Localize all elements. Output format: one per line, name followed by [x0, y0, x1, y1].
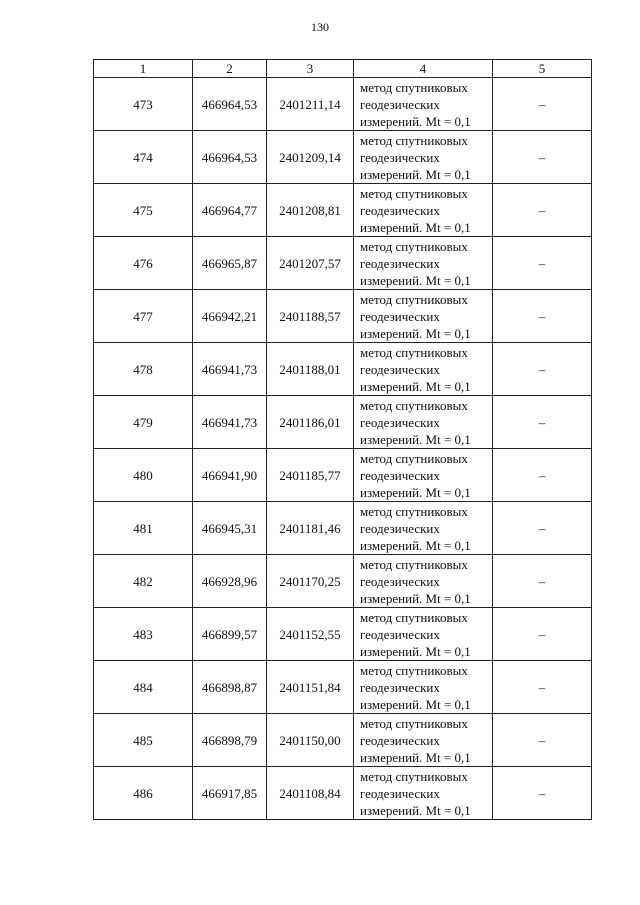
page-number: 130: [311, 20, 329, 34]
method-cell: [354, 714, 493, 767]
table-row: [94, 396, 592, 449]
note-cell: –: [493, 555, 592, 608]
table-row: [94, 290, 592, 343]
y-coordinate-cell: 2401108,84: [267, 767, 354, 820]
method-cell: [354, 396, 493, 449]
method-text-line: геодезических: [360, 626, 440, 642]
table-row: [94, 714, 592, 767]
y-coordinate-cell: 2401186,01: [267, 396, 354, 449]
point-number-cell: 481: [94, 502, 193, 555]
method-text-line: геодезических: [360, 149, 440, 165]
method-text-line: измерений. Mt = 0,1: [360, 431, 471, 447]
point-number-cell: 473: [94, 78, 193, 131]
y-coordinate-cell: 2401181,46: [267, 502, 354, 555]
point-number-cell: 475: [94, 184, 193, 237]
note-cell: –: [493, 290, 592, 343]
note-cell: –: [493, 396, 592, 449]
method-text-line: измерений. Mt = 0,1: [360, 378, 471, 394]
column-header-5: 5: [493, 60, 592, 78]
method-cell: [354, 608, 493, 661]
x-coordinate-cell: 466964,77: [193, 184, 267, 237]
x-coordinate-cell: 466964,53: [193, 131, 267, 184]
note-cell: –: [493, 343, 592, 396]
method-cell: [354, 184, 493, 237]
method-cell: [354, 131, 493, 184]
note-cell: –: [493, 661, 592, 714]
method-text-line: геодезических: [360, 679, 440, 695]
method-cell: [354, 237, 493, 290]
point-number-cell: 485: [94, 714, 193, 767]
method-text-line: метод спутниковых: [360, 715, 468, 731]
x-coordinate-cell: 466899,57: [193, 608, 267, 661]
note-cell: –: [493, 184, 592, 237]
y-coordinate-cell: 2401211,14: [267, 78, 354, 131]
method-text-line: геодезических: [360, 414, 440, 430]
method-text-line: измерений. Mt = 0,1: [360, 802, 471, 818]
method-text-line: метод спутниковых: [360, 556, 468, 572]
method-cell: [354, 661, 493, 714]
y-coordinate-cell: 2401151,84: [267, 661, 354, 714]
method-text-line: метод спутниковых: [360, 450, 468, 466]
table-row: [94, 131, 592, 184]
method-text-line: измерений. Mt = 0,1: [360, 590, 471, 606]
method-text-line: измерений. Mt = 0,1: [360, 113, 471, 129]
method-text-line: метод спутниковых: [360, 397, 468, 413]
method-text-line: измерений. Mt = 0,1: [360, 537, 471, 553]
method-text-line: измерений. Mt = 0,1: [360, 484, 471, 500]
point-number-cell: 474: [94, 131, 193, 184]
method-text-line: метод спутниковых: [360, 132, 468, 148]
method-text-line: метод спутниковых: [360, 79, 468, 95]
table-row: [94, 502, 592, 555]
x-coordinate-cell: 466941,73: [193, 343, 267, 396]
y-coordinate-cell: 2401150,00: [267, 714, 354, 767]
note-cell: –: [493, 237, 592, 290]
y-coordinate-cell: 2401188,57: [267, 290, 354, 343]
y-coordinate-cell: 2401209,14: [267, 131, 354, 184]
method-text-line: измерений. Mt = 0,1: [360, 166, 471, 182]
method-cell: [354, 767, 493, 820]
method-cell: [354, 343, 493, 396]
column-header-2: 2: [193, 60, 267, 78]
note-cell: –: [493, 449, 592, 502]
method-cell: [354, 78, 493, 131]
method-cell: [354, 290, 493, 343]
table-row: [94, 608, 592, 661]
note-cell: –: [493, 714, 592, 767]
point-number-cell: 484: [94, 661, 193, 714]
method-text-line: метод спутниковых: [360, 503, 468, 519]
point-number-cell: 478: [94, 343, 193, 396]
method-text-line: геодезических: [360, 573, 440, 589]
method-text-line: метод спутниковых: [360, 291, 468, 307]
x-coordinate-cell: 466942,21: [193, 290, 267, 343]
point-number-cell: 482: [94, 555, 193, 608]
table-header-row: [94, 60, 592, 78]
table-row: [94, 449, 592, 502]
column-header-3: 3: [267, 60, 354, 78]
x-coordinate-cell: 466965,87: [193, 237, 267, 290]
table-row: [94, 184, 592, 237]
table-row: [94, 661, 592, 714]
x-coordinate-cell: 466941,73: [193, 396, 267, 449]
column-header-1: 1: [94, 60, 193, 78]
note-cell: –: [493, 767, 592, 820]
method-text-line: метод спутниковых: [360, 609, 468, 625]
method-text-line: измерений. Mt = 0,1: [360, 272, 471, 288]
method-text-line: геодезических: [360, 467, 440, 483]
table-row: [94, 555, 592, 608]
x-coordinate-cell: 466917,85: [193, 767, 267, 820]
method-text-line: метод спутниковых: [360, 768, 468, 784]
note-cell: –: [493, 502, 592, 555]
x-coordinate-cell: 466964,53: [193, 78, 267, 131]
table-row: [94, 767, 592, 820]
column-header-4: 4: [354, 60, 493, 78]
point-number-cell: 476: [94, 237, 193, 290]
point-number-cell: 483: [94, 608, 193, 661]
note-cell: –: [493, 608, 592, 661]
point-number-cell: 479: [94, 396, 193, 449]
x-coordinate-cell: 466945,31: [193, 502, 267, 555]
method-text-line: геодезических: [360, 785, 440, 801]
coordinates-table: [93, 59, 592, 820]
method-text-line: метод спутниковых: [360, 238, 468, 254]
method-text-line: измерений. Mt = 0,1: [360, 219, 471, 235]
method-text-line: измерений. Mt = 0,1: [360, 643, 471, 659]
point-number-cell: 480: [94, 449, 193, 502]
method-text-line: геодезических: [360, 202, 440, 218]
method-text-line: геодезических: [360, 520, 440, 536]
x-coordinate-cell: 466898,87: [193, 661, 267, 714]
method-text-line: метод спутниковых: [360, 185, 468, 201]
method-text-line: измерений. Mt = 0,1: [360, 325, 471, 341]
y-coordinate-cell: 2401188,01: [267, 343, 354, 396]
method-text-line: метод спутниковых: [360, 662, 468, 678]
table-row: [94, 343, 592, 396]
method-text-line: геодезических: [360, 96, 440, 112]
method-text-line: геодезических: [360, 732, 440, 748]
y-coordinate-cell: 2401152,55: [267, 608, 354, 661]
table-row: [94, 78, 592, 131]
method-text-line: измерений. Mt = 0,1: [360, 696, 471, 712]
point-number-cell: 486: [94, 767, 193, 820]
y-coordinate-cell: 2401207,57: [267, 237, 354, 290]
method-cell: [354, 502, 493, 555]
method-cell: [354, 449, 493, 502]
x-coordinate-cell: 466898,79: [193, 714, 267, 767]
x-coordinate-cell: 466941,90: [193, 449, 267, 502]
note-cell: –: [493, 131, 592, 184]
method-text-line: геодезических: [360, 308, 440, 324]
y-coordinate-cell: 2401208,81: [267, 184, 354, 237]
x-coordinate-cell: 466928,96: [193, 555, 267, 608]
table-row: [94, 237, 592, 290]
method-text-line: геодезических: [360, 361, 440, 377]
y-coordinate-cell: 2401170,25: [267, 555, 354, 608]
method-text-line: метод спутниковых: [360, 344, 468, 360]
point-number-cell: 477: [94, 290, 193, 343]
method-text-line: геодезических: [360, 255, 440, 271]
note-cell: –: [493, 78, 592, 131]
table-body: [94, 78, 592, 820]
method-text-line: измерений. Mt = 0,1: [360, 749, 471, 765]
method-cell: [354, 555, 493, 608]
y-coordinate-cell: 2401185,77: [267, 449, 354, 502]
